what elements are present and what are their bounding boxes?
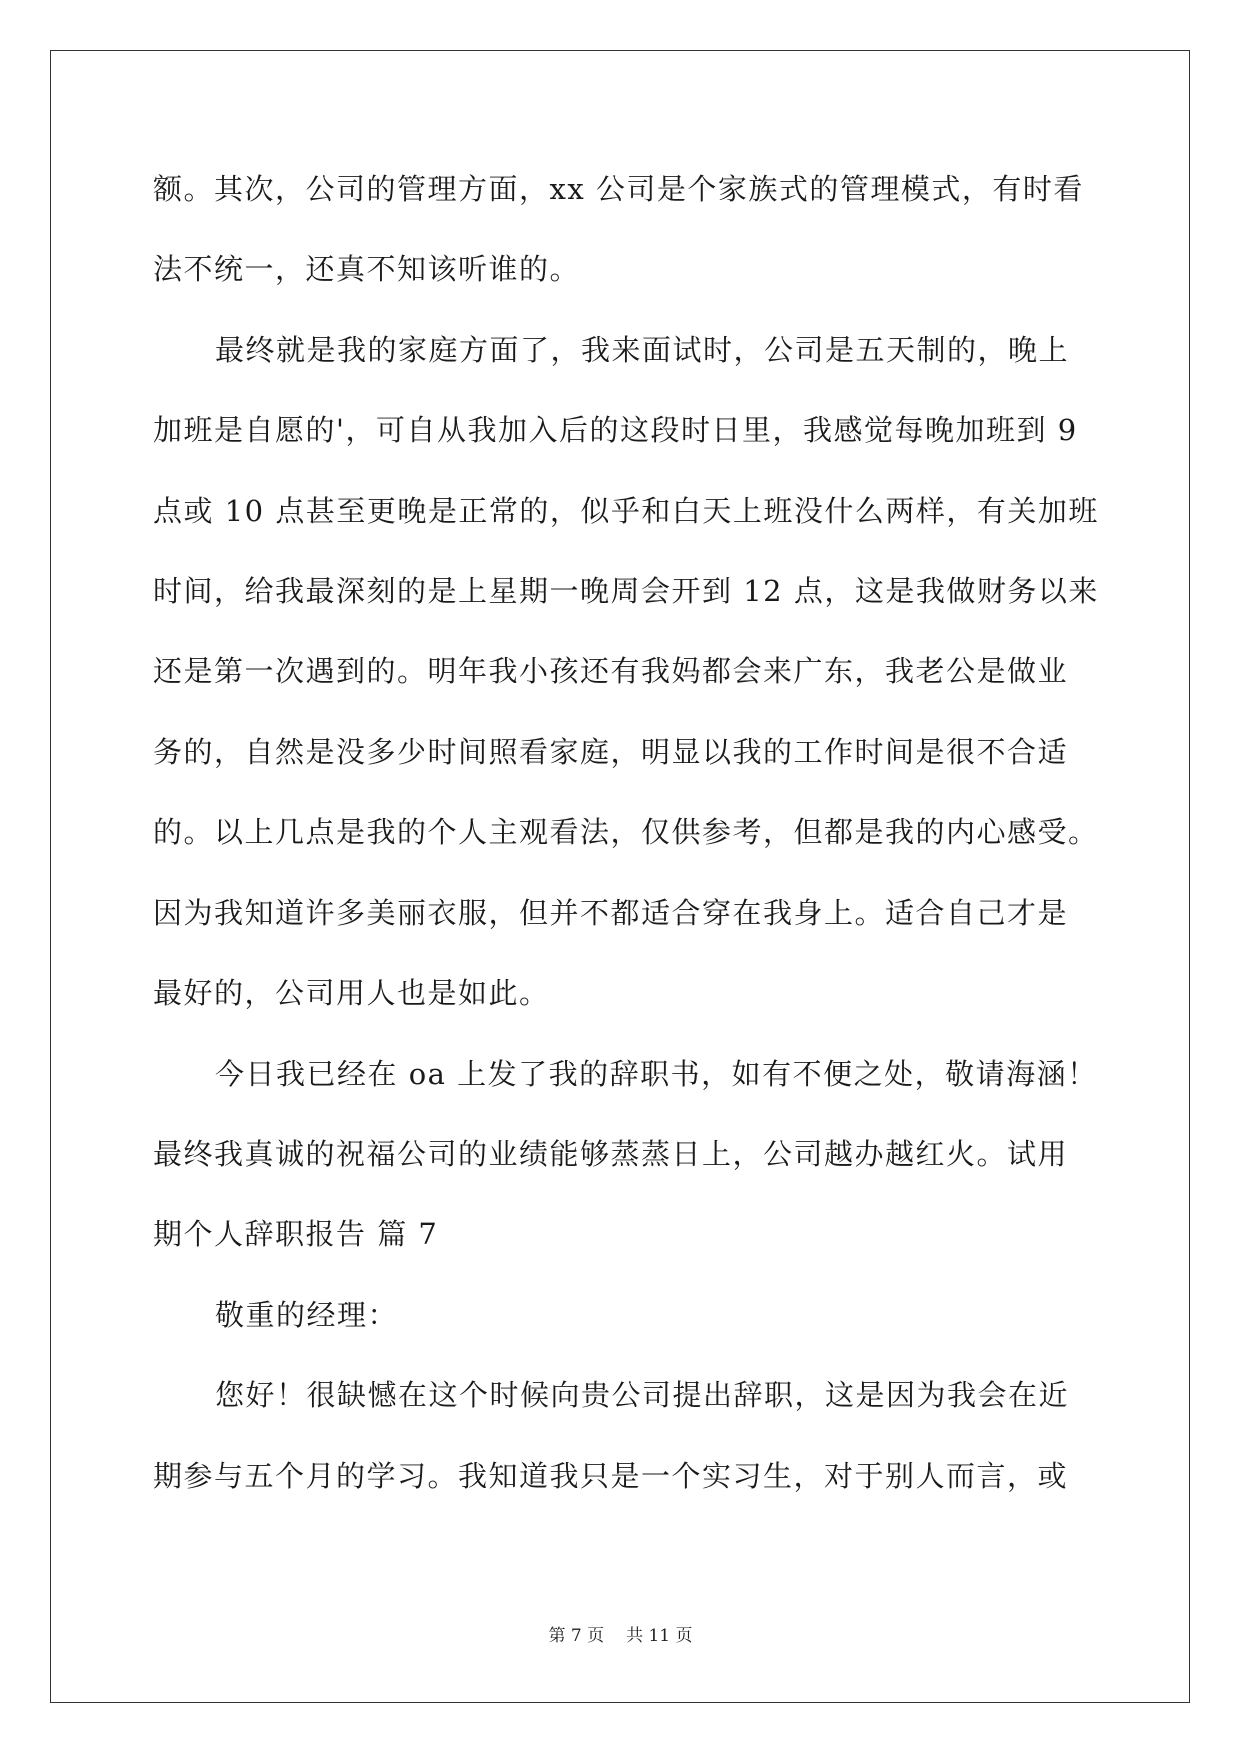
section-heading-line: 期个人辞职报告 篇 7 <box>153 1217 439 1251</box>
paragraph-first-line: 今日我已经在 oa 上发了我的辞职书，如有不便之处，敬请海涵！ <box>215 1057 1098 1091</box>
total-page-count: 共 11 页 <box>626 1626 693 1646</box>
body-text-line: 期参与五个月的学习。我知道我只是一个实习生，对于别人而言，或 <box>153 1459 1069 1493</box>
body-text-line: 法不统一，还真不知该听谁的。 <box>153 252 581 286</box>
body-text-line: 因为我知道许多美丽衣服，但并不都适合穿在我身上。适合自己才是 <box>153 896 1069 930</box>
salutation: 敬重的经理： <box>215 1298 399 1332</box>
paragraph-first-line: 您好！很缺憾在这个时候向贵公司提出辞职，这是因为我会在近 <box>215 1378 1070 1412</box>
body-text-line: 最好的，公司用人也是如此。 <box>153 976 550 1010</box>
body-text-line: 的。以上几点是我的个人主观看法，仅供参考，但都是我的内心感受。 <box>153 815 1099 849</box>
body-text-line: 最终我真诚的祝福公司的业绩能够蒸蒸日上，公司越办越红火。试用 <box>153 1137 1069 1171</box>
body-text-line: 额。其次，公司的管理方面，xx 公司是个家族式的管理模式，有时看 <box>153 172 1084 206</box>
paragraph-first-line: 最终就是我的家庭方面了，我来面试时，公司是五天制的，晚上 <box>215 333 1070 367</box>
body-text-line: 点或 10 点甚至更晚是正常的，似乎和白天上班没什么两样，有关加班 <box>153 494 1099 528</box>
body-text-line: 还是第一次遇到的。明年我小孩还有我妈都会来广东，我老公是做业 <box>153 654 1069 688</box>
body-text-line: 务的，自然是没多少时间照看家庭，明显以我的工作时间是很不合适 <box>153 735 1069 769</box>
current-page-number: 第 7 页 <box>548 1626 605 1646</box>
body-text-line: 时间，给我最深刻的是上星期一晚周会开到 12 点，这是我做财务以来 <box>153 574 1099 608</box>
page-footer <box>0 1625 1241 1647</box>
body-text-line: 加班是自愿的'，可自从我加入后的这段时日里，我感觉每晚加班到 9 <box>153 413 1078 447</box>
